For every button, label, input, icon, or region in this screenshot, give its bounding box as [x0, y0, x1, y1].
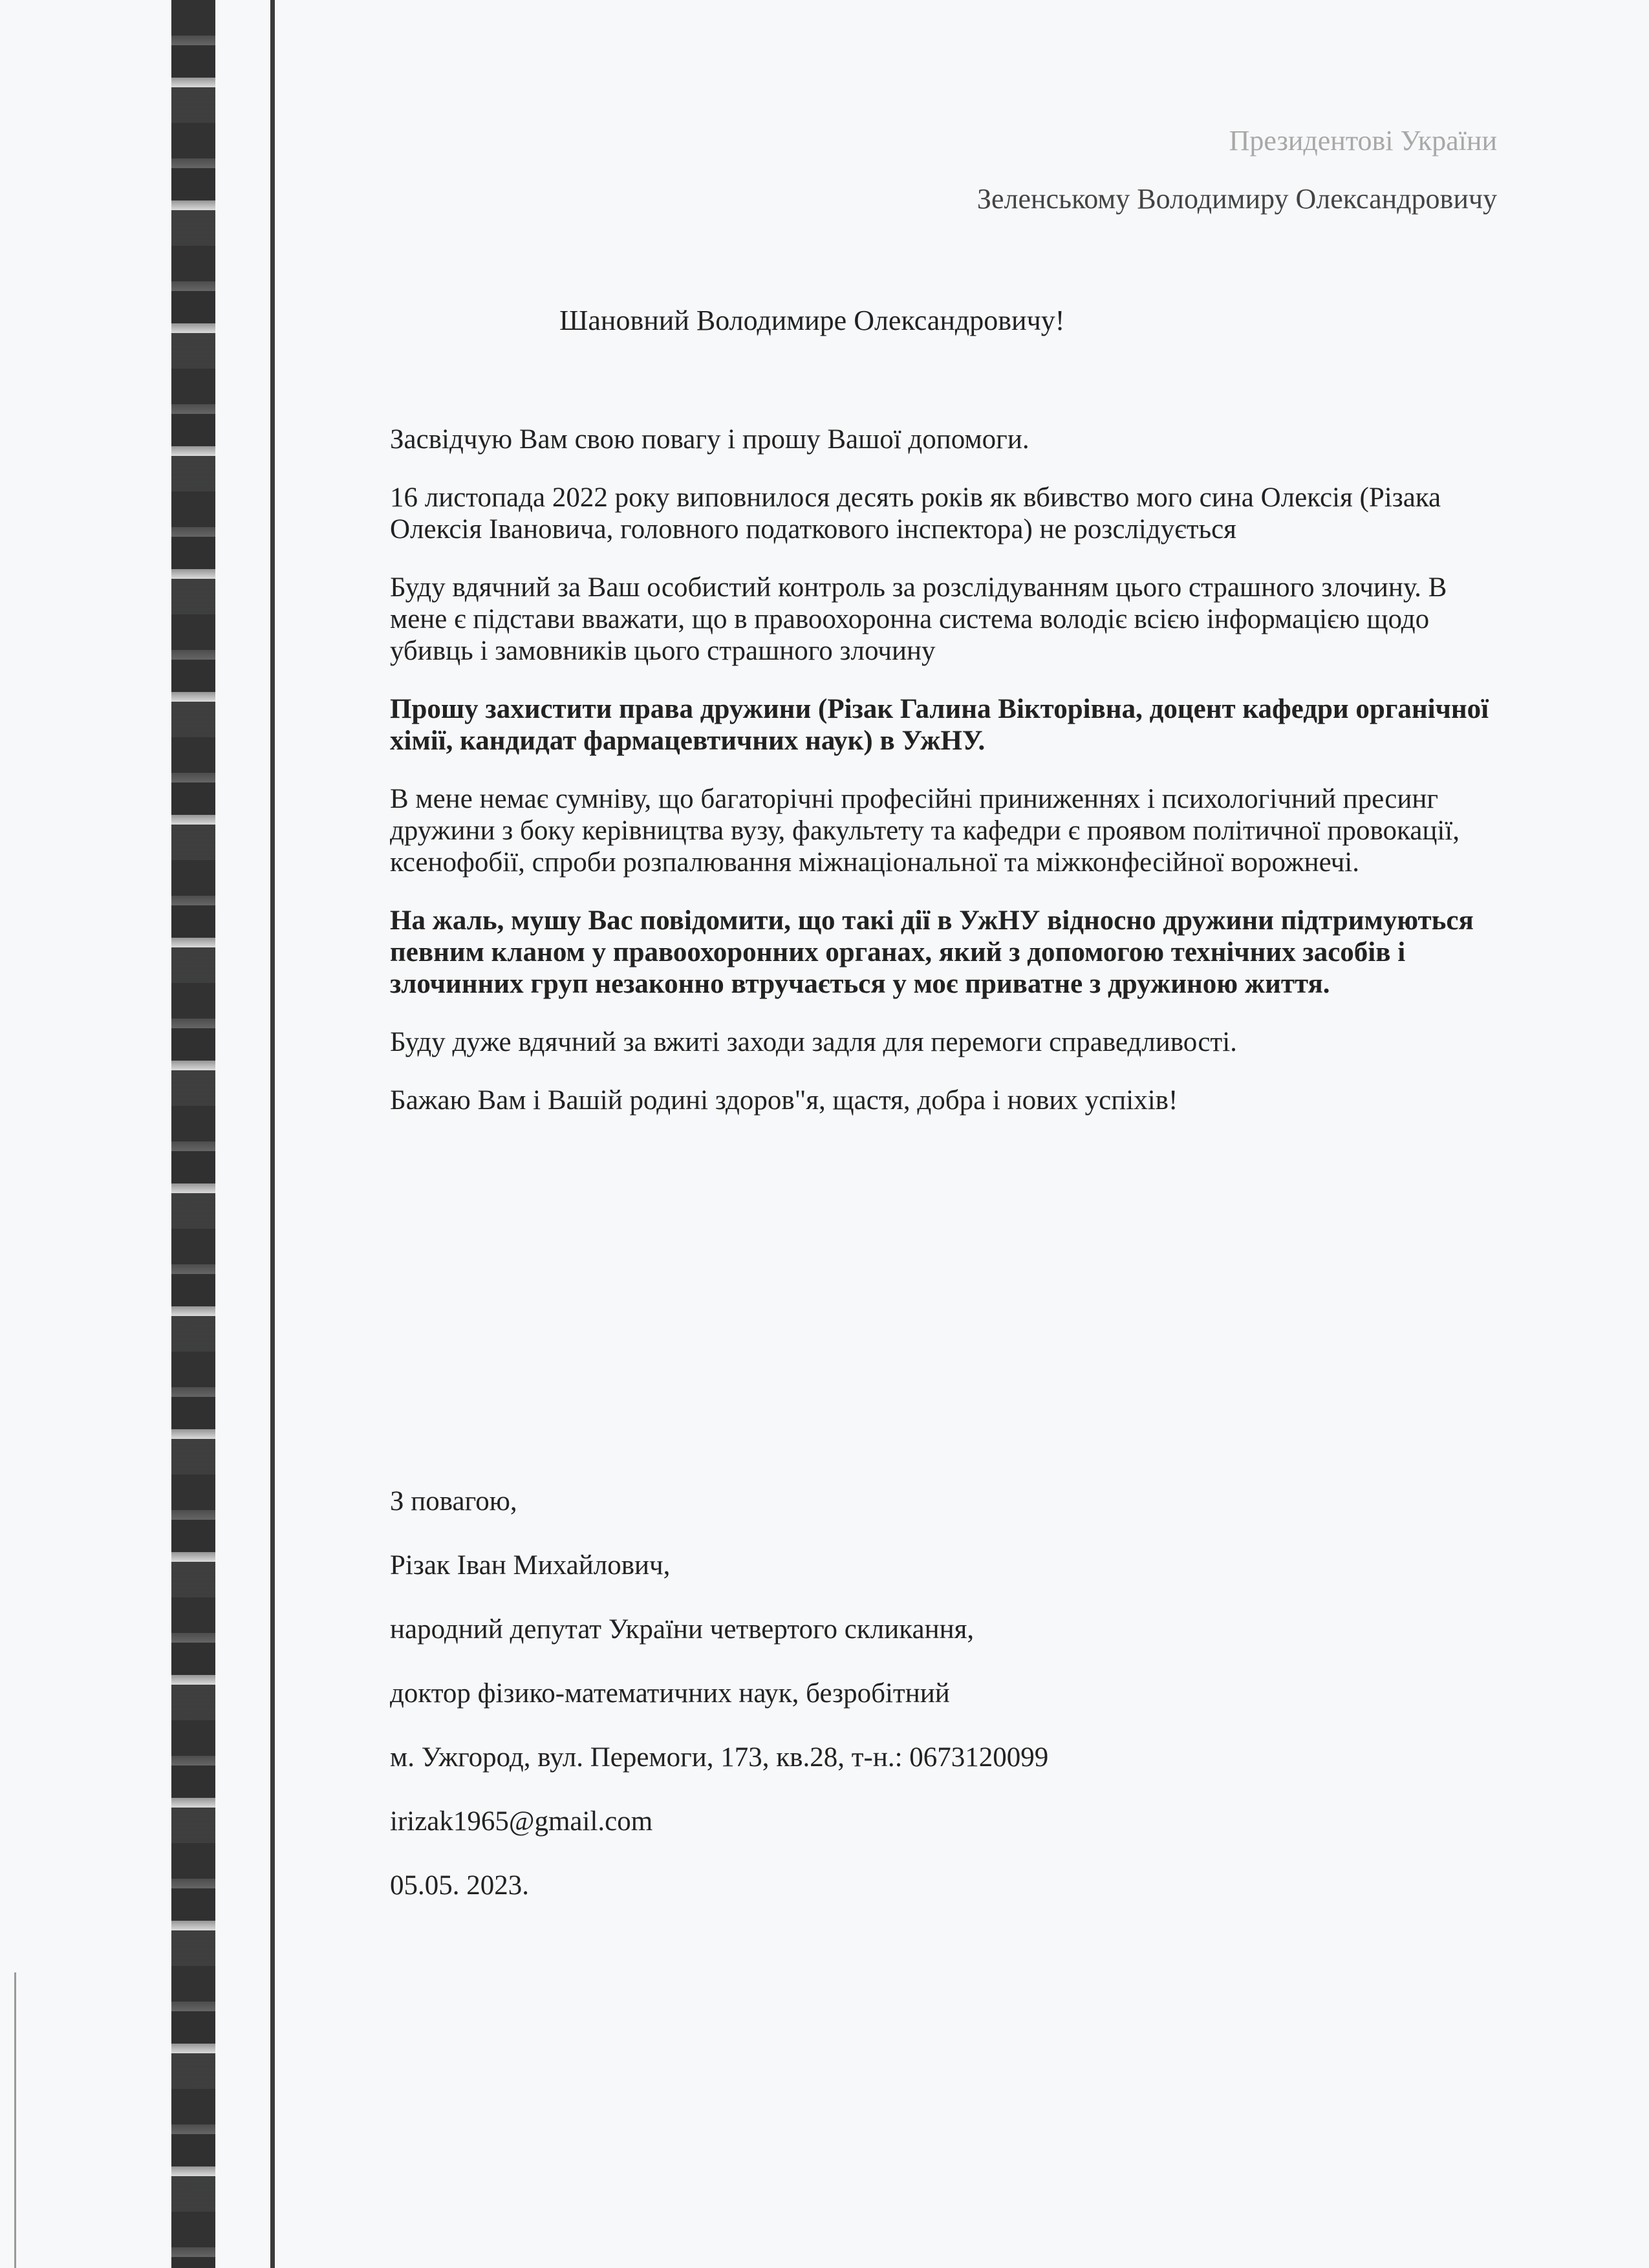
signer-name: Різак Іван Михайлович,: [390, 1550, 671, 1581]
closing: З повагою,: [390, 1486, 517, 1517]
paragraph: Буду вдячний за Ваш особистий контроль за розслідуванням цього страшного злочину. В мене є підстави вважати, що в правоохоронна система володіє всією інформацією щодо убивць і замовників цього страшного злочину: [390, 572, 1447, 666]
paragraph: Бажаю Вам і Вашій родині здоров"я, щастя, добра і нових успіхів!: [390, 1085, 1178, 1116]
signer-degree: доктор фізико-математичних наук, безробітний: [390, 1678, 950, 1709]
paragraph: В мене немає сумніву, що багаторічні професійні приниженнях і психологічний пресинг дружини з боку керівництва вузу, факультету та кафедри є проявом політичної провокації, ксенофобії, спроби розпалювання міжнаціональної та міжконфесійної ворожнечі.: [390, 784, 1460, 878]
paragraph: 16 листопада 2022 року виповнилося десять років як вбивство мого сина Олексія (Різака Олексія Івановича, головного податкового інспектора) не розслідується: [390, 482, 1441, 545]
paragraph: Буду дуже вдячний за вжиті заходи задля для перемоги справедливості.: [390, 1027, 1237, 1057]
recipient-title: Президентові України: [1229, 125, 1497, 157]
letter-body: [390, 424, 1489, 1143]
letter-date: 05.05. 2023.: [390, 1870, 529, 1901]
paragraph-bold: На жаль, мушу Вас повідомити, що такі дії в УжНУ відносно дружини підтримуються певним кланом у правоохоронних органах, який з допомогою технічних засобів і злочинних груп незаконно втручається у моє приватне з дружиною життя.: [390, 905, 1474, 999]
scan-artifact-strip: [171, 0, 215, 2268]
signature-block: [390, 1485, 1048, 1934]
paragraph-bold: Прошу захистити права дружини (Різак Галина Вікторівна, доцент кафедри органічної хімії, кандидат фармацевтичних наук) в УжНУ.: [390, 694, 1489, 756]
signer-title: народний депутат України четвертого скликання,: [390, 1614, 975, 1645]
signer-address: м. Ужгород, вул. Перемоги, 173, кв.28, т-н.: 0673120099: [390, 1742, 1049, 1773]
signer-email: irizak1965@gmail.com: [390, 1806, 653, 1837]
salutation: Шановний Володимире Олександровичу!: [559, 305, 1065, 336]
scan-artifact-line: [270, 0, 275, 2268]
recipient-name: Зеленському Володимиру Олександровичу: [976, 183, 1497, 215]
paragraph: Засвідчую Вам свою повагу і прошу Вашої допомоги.: [390, 424, 1029, 455]
scan-artifact-faint-line: [14, 1972, 16, 2268]
